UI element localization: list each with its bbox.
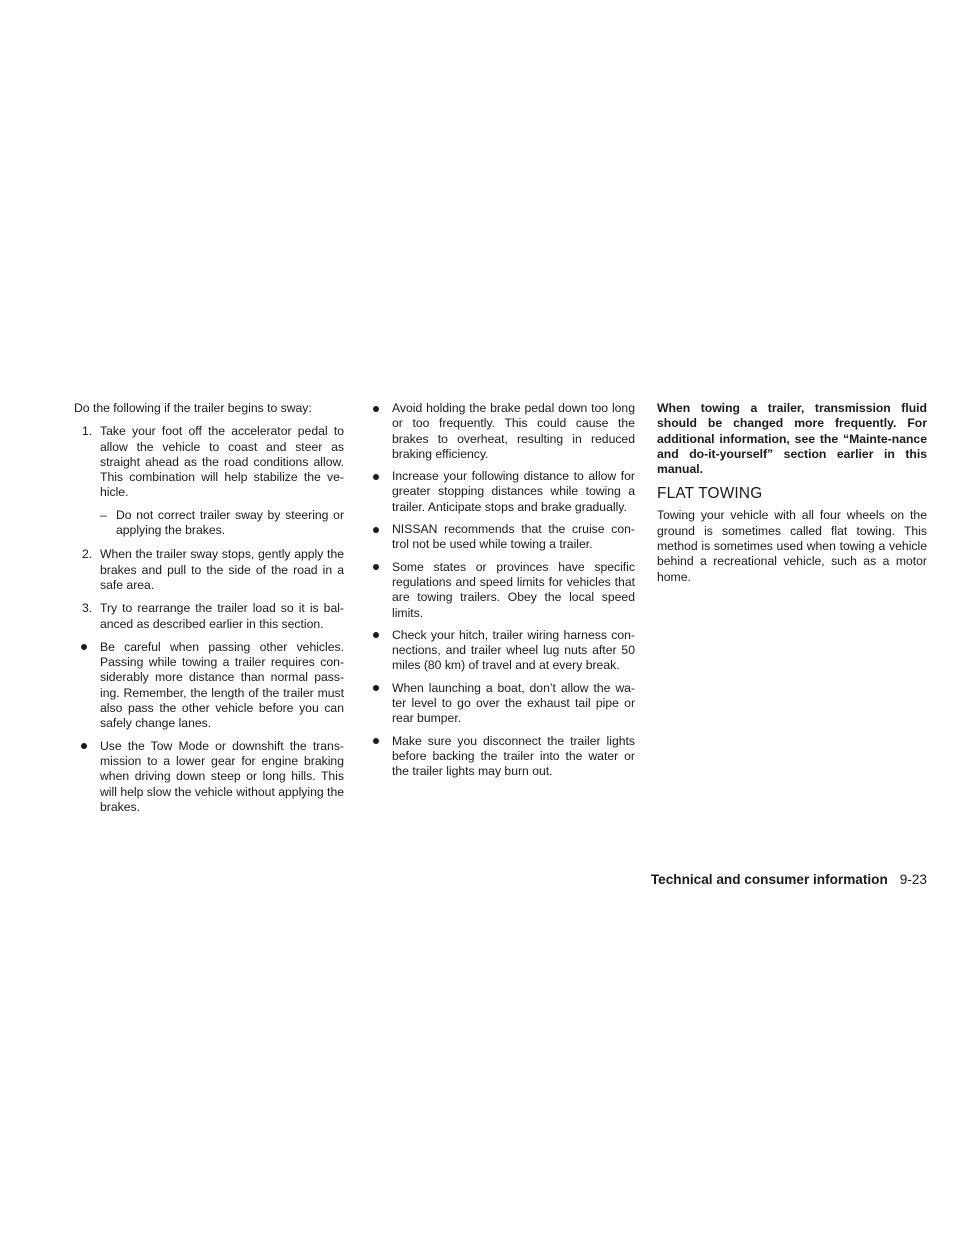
bullet-text: Increase your following distance to allow for greater stopping distances while towing a trailer. Anticipate stops and brake gradually.	[392, 469, 635, 514]
page-footer	[651, 871, 927, 889]
list-item	[366, 734, 635, 780]
bullet-icon	[373, 564, 379, 570]
bullet-text: NISSAN recommends that the cruise con-trol not be used while towing a trailer.	[392, 522, 635, 552]
list-item	[366, 681, 635, 727]
bullet-text: Use the Tow Mode or downshift the trans-mission to a lower gear for engine braking when driving down steep or long hills. This will help slow the vehicle without applying the brakes.	[100, 738, 344, 814]
footer-section-title: Technical and consumer information	[650, 872, 888, 887]
bullet-text: When launching a boat, don’t allow the wa-ter level to go over the exhaust tail pipe or rear bumper.	[392, 680, 635, 726]
transmission-fluid-note: When towing a trailer, transmission fluid should be changed more frequently. For additional information, see the “Mainte-nance and do-it-yourself” section earlier in this manual.	[657, 401, 927, 477]
bullet-icon	[373, 685, 379, 691]
list-item	[74, 640, 344, 732]
flat-towing-paragraph: Towing your vehicle with all four wheels on the ground is sometimes called flat towing. This method is sometimes used when towing a vehicle behind a recreational vehicle, such as a motor home.	[657, 508, 927, 584]
sway-step-2	[74, 547, 344, 593]
right-column	[657, 401, 927, 585]
step-number: 3.	[82, 601, 93, 616]
step-number: 1.	[82, 424, 93, 439]
list-item	[366, 560, 635, 621]
bullet-icon	[373, 474, 379, 480]
step-text: Take your foot off the accelerator pedal to allow the vehicle to coast and steer as straight ahead as the road conditions allow. This combination will help stabilize the ve-hicle.	[100, 424, 344, 500]
section-heading: FLAT TOWING	[657, 485, 763, 503]
left-column	[74, 401, 344, 822]
bullet-icon	[81, 644, 87, 650]
sub-item-text: Do not correct trailer sway by steering or applying the brakes.	[116, 507, 344, 538]
middle-column	[366, 401, 635, 787]
list-item	[366, 628, 635, 674]
list-item	[366, 469, 635, 515]
bullet-icon	[373, 527, 379, 533]
step-number: 2.	[82, 547, 93, 562]
sway-step-1-note	[74, 508, 344, 539]
list-item	[366, 522, 635, 553]
sway-intro: Do the following if the trailer begins to sway:	[74, 401, 312, 415]
bullet-text: Some states or provinces have specific regulations and speed limits for vehicles that are towing trailers. Obey the local speed limits.	[392, 559, 635, 620]
list-item	[74, 739, 344, 815]
page-number: 9-23	[899, 872, 927, 887]
bullet-icon	[373, 632, 379, 638]
bullet-icon	[373, 406, 379, 412]
bullet-text: Be careful when passing other vehicles. Passing while towing a trailer requires con-siderably more distance than normal pass-ing. Remember, the length of the trailer must also pass the other vehicle before you can safely change lanes.	[100, 639, 344, 731]
bullet-icon	[81, 743, 87, 749]
dash-marker: –	[100, 507, 107, 522]
bullet-icon	[373, 738, 379, 744]
bullet-text: Check your hitch, trailer wiring harness con-nections, and trailer wheel lug nuts after 50 miles (80 km) of travel and at every break.	[392, 627, 635, 673]
bullet-text: Make sure you disconnect the trailer lights before backing the trailer into the water or the trailer lights may burn out.	[392, 733, 635, 779]
step-text: Try to rearrange the trailer load so it is bal-anced as described earlier in this section.	[100, 601, 344, 631]
sway-step-3	[74, 601, 344, 632]
step-text: When the trailer sway stops, gently apply the brakes and pull to the side of the road in a safe area.	[100, 547, 344, 592]
list-item	[366, 401, 635, 462]
sway-step-1	[74, 424, 344, 500]
bullet-text: Avoid holding the brake pedal down too long or too frequently. This could cause the brakes to overheat, resulting in reduced braking efficiency.	[392, 401, 635, 461]
